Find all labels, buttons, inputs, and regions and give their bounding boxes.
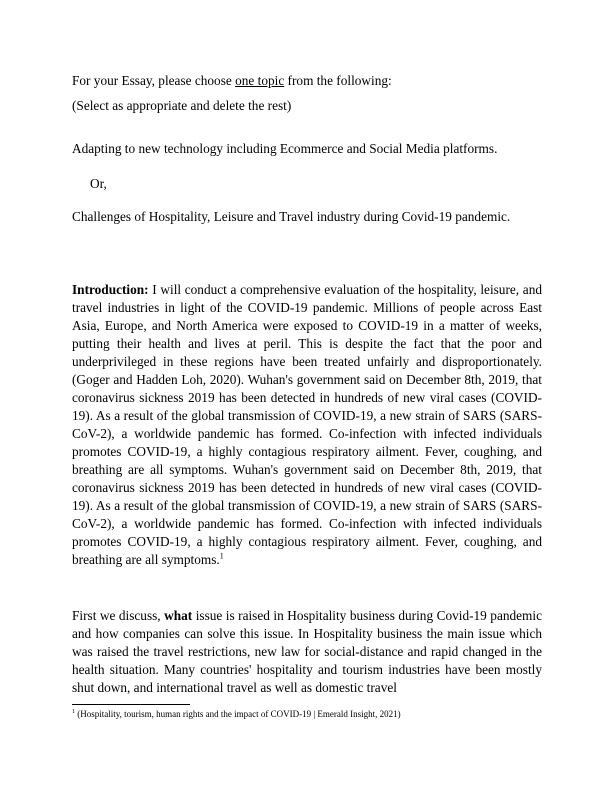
footnote-number: 1 [72,709,75,715]
discussion-text-start: First we discuss, [72,608,165,623]
footnote-separator [72,704,190,705]
topic-option-1: Adapting to new technology including Ecommerce and Social Media platforms. [72,141,498,156]
introduction-text: I will conduct a comprehensive evaluation of the hospitality, leisure, and travel industries in light of the COVID-19 pandemic. Millions of people across East Asia, Europe, and North America were exposed to COVID-19 in a matter of weeks, putting their health and lives at peril. This is despite the fact that the poor and underprivileged in these regions have been treated unfairly and disproportionately. (Goger and Hadden Loh, 2020). Wuhan's government said on December 8th, 2019, that coronavirus sickness 2019 has been detected in hundreds of new viral cases (COVID-19). As a result of the global transmission of COVID-19, a new strain of SARS (SARS-CoV-2), a worldwide pandemic has formed. Co-infection with infected individuals promotes COVID-19, a highly contagious respiratory ailment. Fever, coughing, and breathing are all symptoms. Wuhan's government said on December 8th, 2019, that coronavirus sickness 2019 has been detected in hundreds of new viral cases (COVID-19). As a result of the global transmission of COVID-19, a new strain of SARS (SARS-CoV-2), a worldwide pandemic has formed. Co-infection with infected individuals promotes COVID-19, a highly contagious respiratory ailment. Fever, coughing, and breathing are all symptoms. [72,282,542,567]
instruction-text-end: from the following: [284,73,392,88]
footnote-text: (Hospitality, tourism, human rights and the impact of COVID-19 | Emerald Insight, 2021) [75,709,401,719]
selection-note: (Select as appropriate and delete the rest) [72,98,292,113]
discussion-bold-word: what [164,608,193,623]
footnote-reference: 1 [219,551,224,561]
footnote [72,709,401,720]
instruction-text-start: For your Essay, please choose [72,73,236,88]
instruction-underlined-text: one topic [235,73,285,88]
discussion-text: issue is raised in Hospitality business during Covid-19 pandemic and how companies can solve this issue. In Hospitality business the main issue which was raised the travel restrictions, new law for social-distance and rapid changed in the health situation. Many countries' hospitality and tourism industries have been mostly shut down, and international travel as well as domestic travel [72,608,542,695]
discussion-paragraph [72,607,542,697]
instruction-line [72,72,392,90]
topic-option-2: Challenges of Hospitality, Leisure and Travel industry during Covid-19 pandemic. [72,209,511,224]
or-separator: Or, [90,176,107,191]
introduction-label: Introduction: [72,282,149,297]
introduction-paragraph [72,281,542,569]
